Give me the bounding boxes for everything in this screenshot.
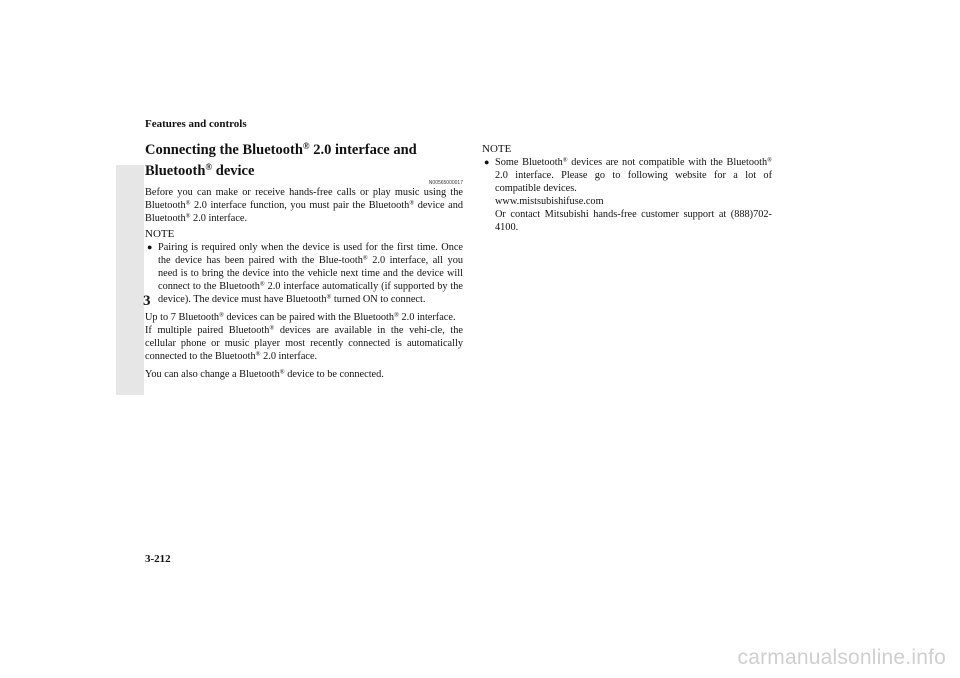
- note-item: [482, 156, 772, 234]
- chapter-number: 3: [143, 293, 151, 309]
- left-column: [145, 140, 463, 381]
- reference-code: N00565000017: [428, 180, 463, 186]
- auto-connect-paragraph: If multiple paired Bluetooth® devices are available in the vehi-cle, the cellular phone or music player most recently connected is automatically connected to the Bluetooth® 2.0 interface.: [145, 324, 463, 362]
- section-header: Features and controls: [145, 118, 247, 130]
- bullet-icon: ●: [147, 242, 153, 252]
- watermark: carmanualsonline.info: [737, 646, 946, 669]
- intro-paragraph: Before you can make or receive hands-free calls or play music using the Bluetooth® 2.0 interface function, you must pair the Bluetooth® device and Bluetooth® 2.0 interface.: [145, 187, 463, 224]
- note-label: NOTE: [482, 143, 512, 155]
- change-device-paragraph: You can also change a Bluetooth® device to be connected.: [145, 368, 384, 380]
- note-text: Some Bluetooth® devices are not compatible with the Bluetooth® 2.0 interface. Please go to following website for a lot of compatible devices.: [495, 156, 772, 194]
- note-item: [145, 241, 463, 306]
- page-number: 3-212: [145, 553, 171, 565]
- contact-text: Or contact Mitsubishi hands-free customer support at (888)702-4100.: [495, 209, 772, 233]
- right-column: [482, 140, 772, 234]
- note-label: NOTE: [145, 228, 175, 240]
- note-text: Pairing is required only when the device is used for the first time. Once the device has been paired with the Blue-tooth® 2.0 interface, all you need is to bring the device into the vehicle next time and the device will connect to the Bluetooth® 2.0 interface automatically (if supported by the device). The device must have Bluetooth® turned ON to connect.: [158, 242, 463, 305]
- chapter-tab: [116, 165, 144, 395]
- bullet-icon: ●: [484, 157, 490, 167]
- pairing-limit-paragraph: Up to 7 Bluetooth® devices can be paired with the Bluetooth® 2.0 interface.: [145, 311, 456, 323]
- website-text: www.mistsubishifuse.com: [495, 196, 604, 207]
- section-title: Connecting the Bluetooth® 2.0 interface and Bluetooth® device: [145, 141, 417, 179]
